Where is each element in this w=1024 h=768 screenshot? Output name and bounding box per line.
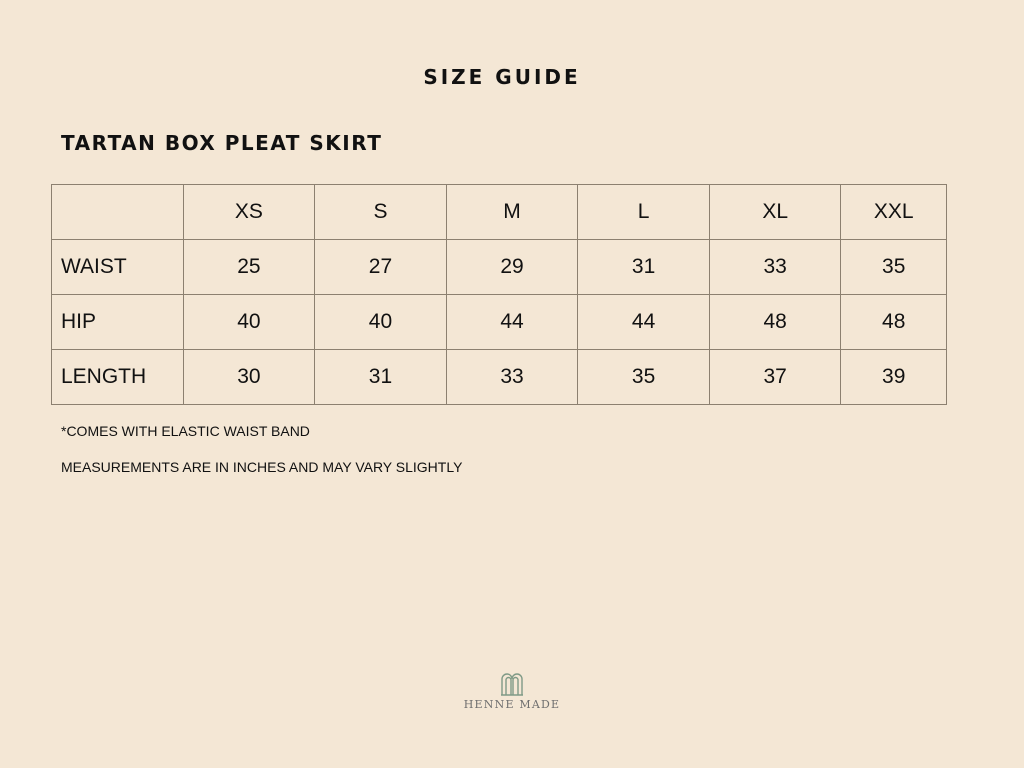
table-cell: 25 (183, 240, 315, 295)
table-cell: 31 (315, 350, 447, 405)
arch-monogram-icon (500, 670, 524, 696)
table-cell: 44 (446, 295, 578, 350)
header-corner-cell (52, 185, 184, 240)
table-cell: 35 (578, 350, 710, 405)
table-cell: 40 (183, 295, 315, 350)
table-cell: 44 (578, 295, 710, 350)
table-row-hip (52, 295, 947, 350)
table-cell: 37 (709, 350, 841, 405)
table-cell: 31 (578, 240, 710, 295)
brand-logo (440, 670, 584, 711)
table-cell: 48 (841, 295, 947, 350)
table-cell: 27 (315, 240, 447, 295)
table-cell: 30 (183, 350, 315, 405)
table-cell: 40 (315, 295, 447, 350)
header-size-s: S (315, 185, 447, 240)
header-size-m: M (446, 185, 578, 240)
page-title: SIZE GUIDE (423, 65, 581, 89)
table-row-waist (52, 240, 947, 295)
product-title: TARTAN BOX PLEAT SKIRT (61, 131, 383, 155)
table-cell: 39 (841, 350, 947, 405)
elastic-note: *COMES WITH ELASTIC WAIST BAND (61, 423, 310, 439)
measurement-note: MEASUREMENTS ARE IN INCHES AND MAY VARY SLIGHTLY (61, 459, 463, 475)
table-header-row (52, 185, 947, 240)
table-cell: 33 (709, 240, 841, 295)
row-label-length: LENGTH (52, 350, 184, 405)
table-cell: 33 (446, 350, 578, 405)
header-size-xs: XS (183, 185, 315, 240)
row-label-hip: HIP (52, 295, 184, 350)
size-table (51, 184, 947, 405)
header-size-xxl: XXL (841, 185, 947, 240)
table-cell: 29 (446, 240, 578, 295)
table-cell: 48 (709, 295, 841, 350)
brand-name: HENNE MADE (463, 698, 561, 711)
header-size-xl: XL (709, 185, 841, 240)
header-size-l: L (578, 185, 710, 240)
row-label-waist: WAIST (52, 240, 184, 295)
table-row-length (52, 350, 947, 405)
table-cell: 35 (841, 240, 947, 295)
